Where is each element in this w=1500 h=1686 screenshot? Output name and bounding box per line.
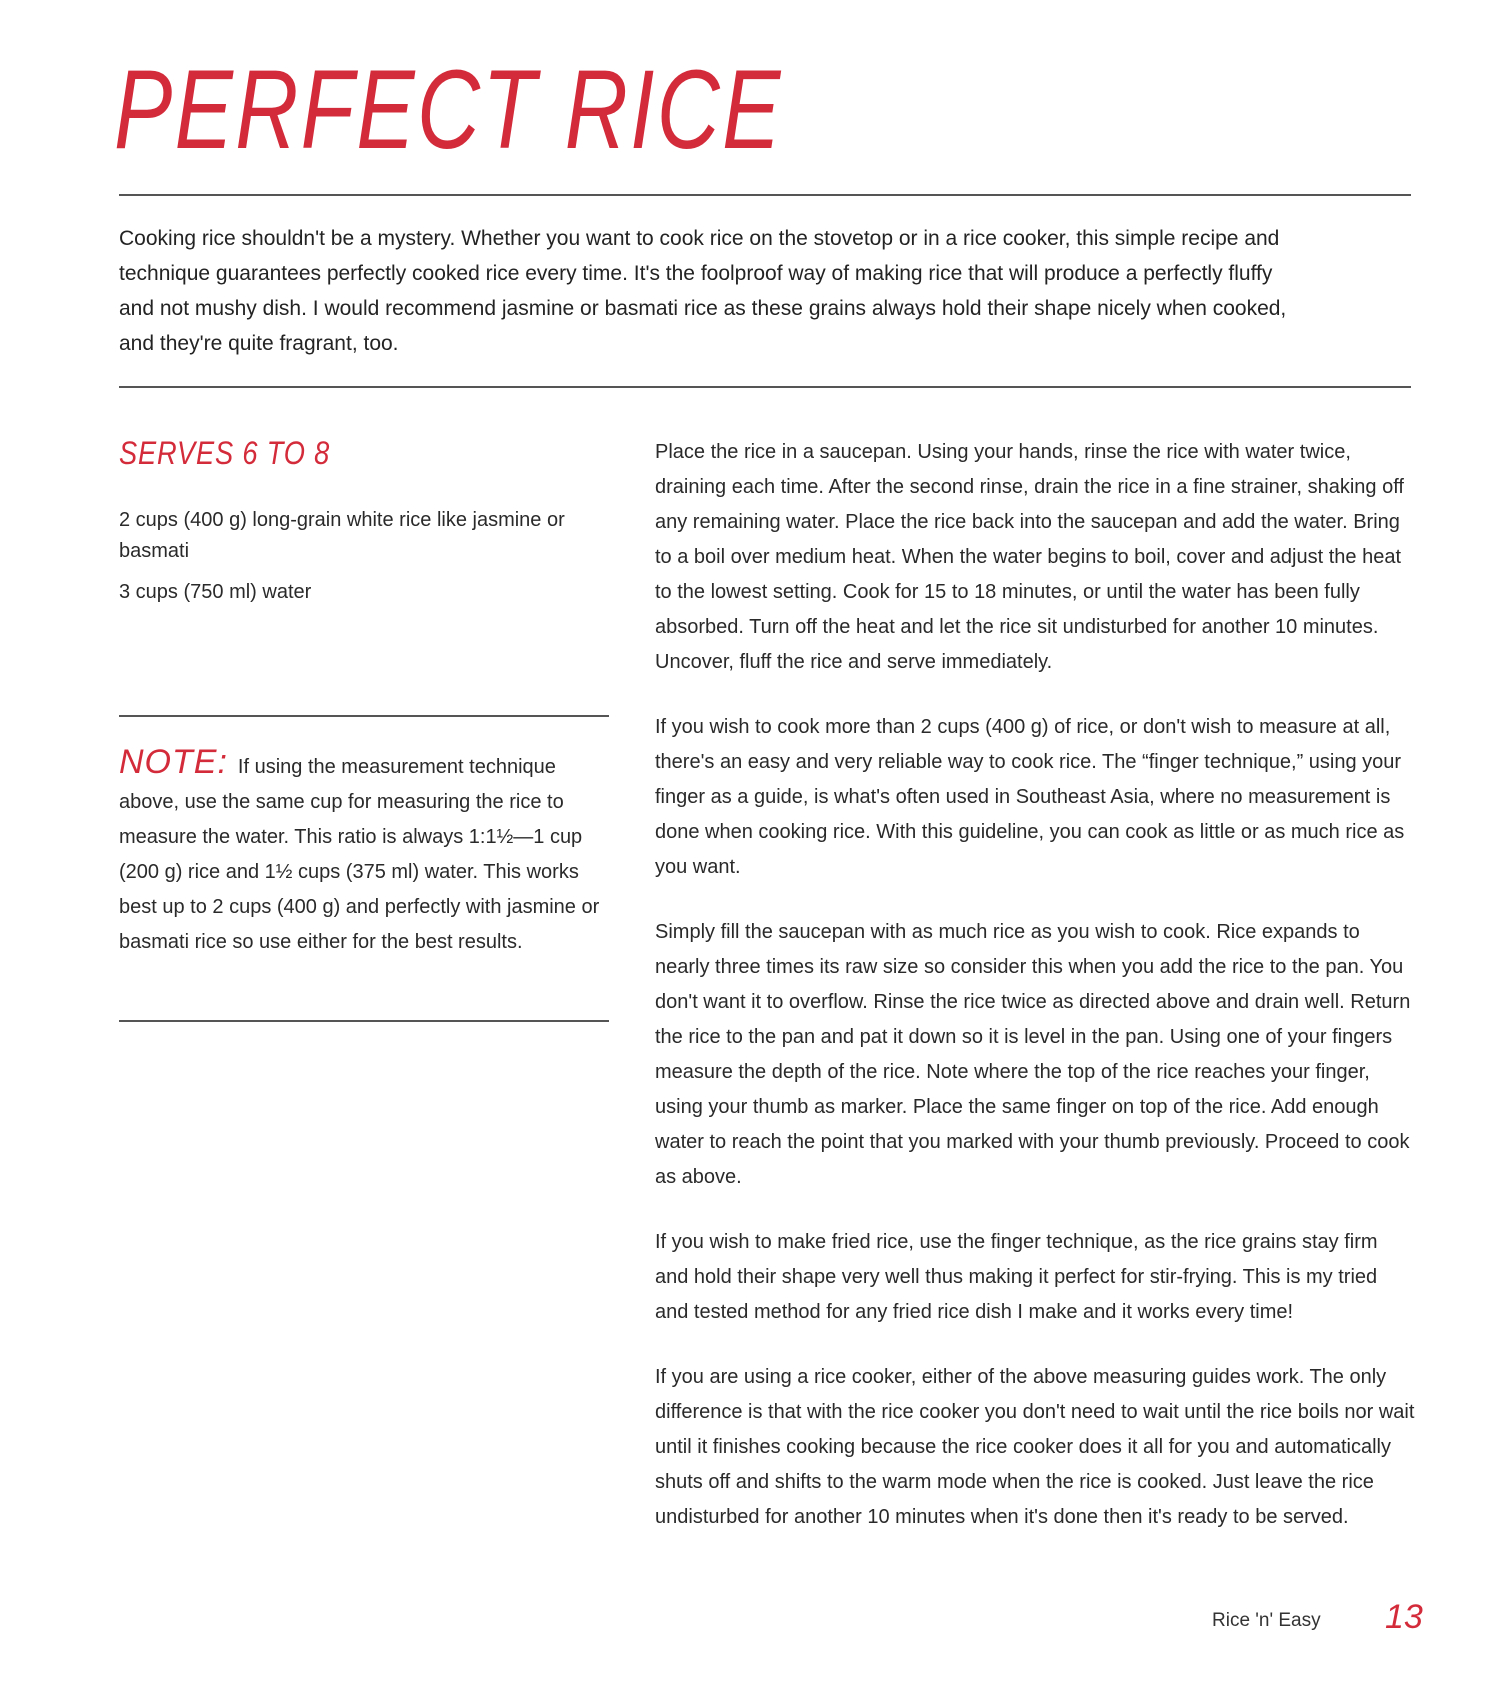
note-label: NOTE: xyxy=(119,743,228,781)
page-title: PERFECT RICE xyxy=(114,47,783,172)
direction-paragraph: Place the rice in a saucepan. Using your hands, rinse the rice with water twice, draining each time. After the second rinse, drain the rice in a fine strainer, shaking off any remaining water. Place the rice back into the saucepan and add the water. Bring to a boil over medium heat. When the water begins to boil, cover and adjust the heat to the lowest setting. Cook for 15 to 18 minutes, or until the water has been fully absorbed. Turn off the heat and let the rice sit undisturbed for another 10 minutes. Uncover, fluff the rice and serve immediately. xyxy=(655,441,1404,673)
ingredient-item: 2 cups (400 g) long-grain white rice like jasmine or basmati xyxy=(119,509,565,562)
note-text: If using the measurement technique above, use the same cup for measuring the rice to measure the water. This ratio is always 1:1½—1 cup (200 g) rice and 1½ cups (375 ml) water. This works best up to 2 cups (400 g) and perfectly with jasmine or basmati rice so use either for the best results. xyxy=(119,756,600,953)
ingredient-list xyxy=(119,505,599,618)
title-divider xyxy=(119,194,1411,196)
direction-paragraph: If you wish to make fried rice, use the finger technique, as the rice grains stay firm and hold their shape very well thus making it perfect for stir-frying. This is my tried and tested method for any fried rice dish I make and it works every time! xyxy=(655,1231,1378,1323)
directions xyxy=(655,435,1415,1565)
note-box xyxy=(119,745,604,960)
direction-paragraph: Simply fill the saucepan with as much rice as you wish to cook. Rice expands to nearly three times its raw size so consider this when you add the rice to the pan. You don't want it to overflow. Rinse the rice twice as directed above and drain well. Return the rice to the pan and pat it down so it is level in the pan. Using one of your fingers measure the depth of the rice. Note where the top of the rice reaches your finger, using your thumb as marker. Place the same finger on top of the rice. Add enough water to reach the point that you marked with your thumb previously. Proceed to cook as above. xyxy=(655,921,1411,1188)
intro-paragraph: Cooking rice shouldn't be a mystery. Whether you want to cook rice on the stovetop or in a rice cooker, this simple recipe and technique guarantees perfectly cooked rice every time. It's the foolproof way of making rice that will produce a perfectly fluffy and not mushy dish. I would recommend jasmine or basmati rice as these grains always hold their shape nicely when cooked, and they're quite fragrant, too. xyxy=(119,227,1287,355)
ingredient-item: 3 cups (750 ml) water xyxy=(119,581,312,603)
direction-paragraph: If you are using a rice cooker, either of the above measuring guides work. The only difference is that with the rice cooker you don't need to wait until the rice boils nor wait until it finishes cooking because the rice cooker does it all for you and automatically shuts off and shifts to the warm mode when the rice is cooked. Just leave the rice undisturbed for another 10 minutes when it's done then it's ready to be served. xyxy=(655,1366,1415,1528)
page-number: 13 xyxy=(1385,1598,1423,1636)
direction-paragraph: If you wish to cook more than 2 cups (400 g) of rice, or don't wish to measure at all, there's an easy and very reliable way to cook rice. The “finger technique,” using your finger as a guide, is what's often used in Southeast Asia, where no measurement is done when cooking rice. With this guideline, you can cook as little or as much rice as you want. xyxy=(655,716,1405,878)
note-top-divider xyxy=(119,715,609,717)
intro-divider xyxy=(119,386,1411,388)
serves-heading: SERVES 6 TO 8 xyxy=(119,435,331,471)
footer-book-title: Rice 'n' Easy xyxy=(1212,1610,1321,1631)
note-bottom-divider xyxy=(119,1020,609,1022)
